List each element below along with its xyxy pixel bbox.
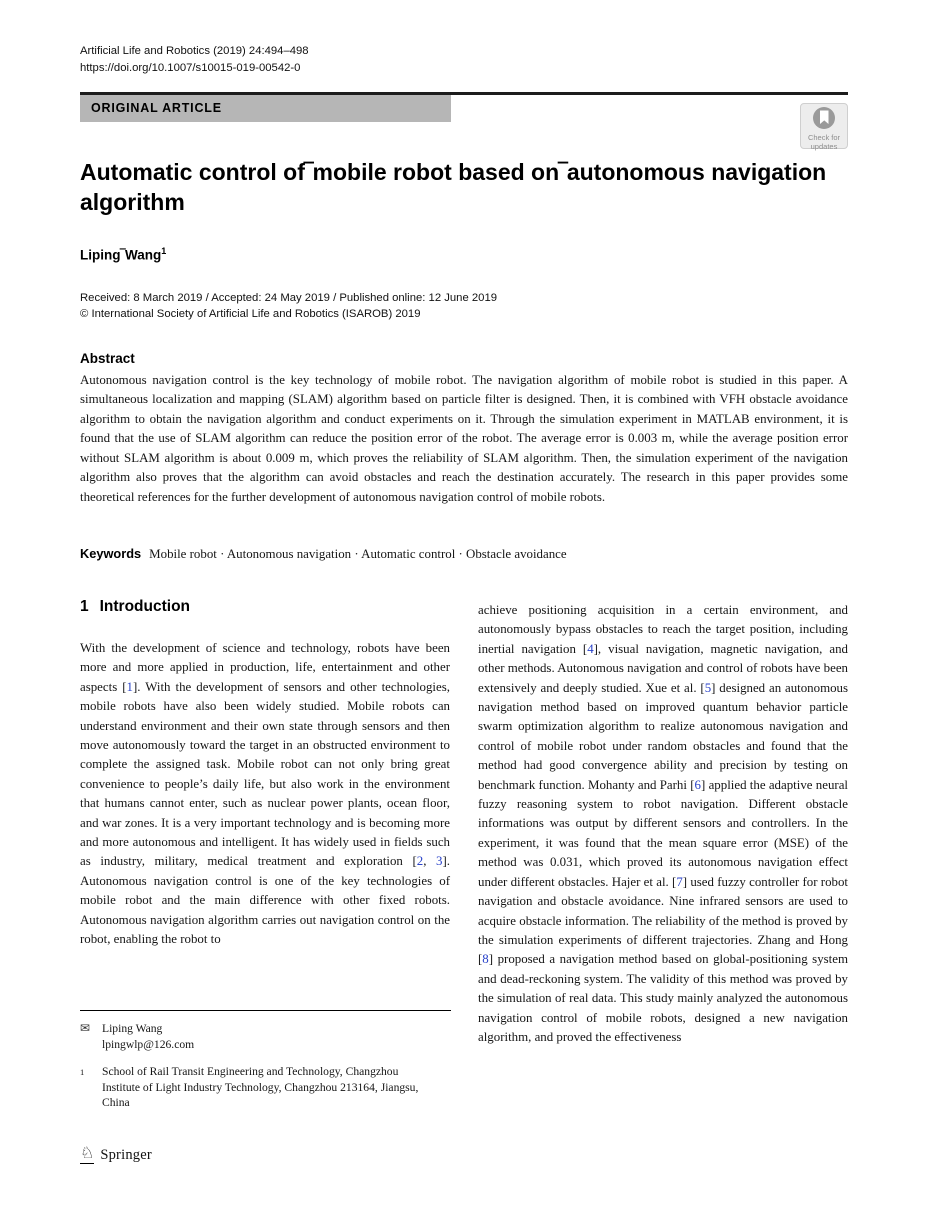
section-number: 1 <box>80 598 89 615</box>
publisher-logo <box>80 1146 152 1164</box>
correspondence-email[interactable]: lpingwlp@126.com <box>102 1037 195 1051</box>
section-1-heading <box>80 598 450 616</box>
badge-label-line1: Check for <box>807 133 841 142</box>
affiliation-text: School of Rail Transit Engineering and Technology, Changzhou Institute of Light Industry Technology, Changzhou 213164, Jiangsu, China <box>102 1065 419 1109</box>
section-title: Introduction <box>99 598 191 615</box>
copyright-line: © International Society of Artificial Life and Robotics (ISAROB) 2019 <box>80 307 421 320</box>
journal-citation-line: Artificial Life and Robotics (2019) 24:494–498 <box>80 45 309 57</box>
keywords-label: Keywords <box>80 546 142 561</box>
publication-dates <box>80 291 497 322</box>
correspondence-row <box>80 1021 451 1037</box>
received-accepted-line: Received: 8 March 2019 / Accepted: 24 May 2019 / Published online: 12 June 2019 <box>80 292 498 304</box>
envelope-icon: ✉ <box>80 1021 91 1035</box>
springer-horse-icon: ♘ <box>80 1145 95 1162</box>
check-for-updates-badge[interactable] <box>800 103 848 149</box>
publisher-name: Springer <box>100 1147 152 1163</box>
article-type-banner: ORIGINAL ARTICLE <box>80 95 451 122</box>
author-affiliation-mark: 1 <box>161 246 167 256</box>
keywords-line <box>80 546 567 562</box>
badge-label-line2: updates <box>810 141 838 151</box>
author-name[interactable]: Liping‾Wang <box>80 247 162 263</box>
crossmark-icon <box>813 107 835 134</box>
intro-paragraph-right: achieve positioning acquisition in a certain environment, and autonomously bypass obstacles to reach the target position, including inertial navigation [4], visual navigation, magnetic navigation, and other methods. Autonomous navigation and control of robots have been extensively and deeply studied. Xue et al. [5] designed an autonomous navigation method based on improved quantum behavior particle swarm optimization algorithm to realize autonomous navigation and control of mobile robot under random obstacles and found that the method had good convergence ability and precision by testing on benchmark function. Mohanty and Parhi [6] applied the adaptive neural fuzzy reasoning system to robot navigation. Different obstacle informations was output by different sensors and controllers. In the experiment, it was found that the mean square error (MSE) of the method was 0.031, which proved its autonomous navigation effect under different obstacles. Hajer et al. [7] used fuzzy controller for robot navigation and obstacle avoidance. Nine infrared sensors are used to acquire obstacle information. The reliability of the method is proved by the simulation experiments of different trajectories. Zhang and Hong [8] proposed a navigation method based on global-positioning system and dead-reckoning system. The validity of this method was proved by the simulation of real data. This study mainly analyzed the autonomous navigation control of mobile robots, designed a new navigation algorithm, and proved the effectiveness <box>478 603 849 1044</box>
abstract-text: Autonomous navigation control is the key technology of mobile robot. The navigation algorithm of mobile robot is studied in this paper. A simultaneous localization and mapping (SLAM) algorithm based on particle filter is designed. Then, it is combined with VFH obstacle avoidance algorithm to obtain the navigation algorithm and conduct experiments on it. Through the simulation experiment in MATLAB environment, it is found that the use of SLAM algorithm can reduce the position error of the robot. The average error is 0.003 m, while the average position error without SLAM algorithm is about 0.009 m, which proves the reliability of SLAM algorithm. Then, the simulation experiment of the navigation algorithm also proves that the algorithm can avoid obstacles and reach the destination accurately. The research in this paper provides some theoretical references for the further development of autonomous navigation control of mobile robots. <box>80 373 848 504</box>
article-title: Automatic control of‾mobile robot based on‾autonomous navigation algorithm <box>80 159 827 215</box>
affiliation-row <box>80 1064 451 1111</box>
doi-link[interactable]: https://doi.org/10.1007/s10015-019-00542-0 <box>80 62 301 74</box>
right-column <box>478 598 848 1133</box>
affiliation-mark: 1 <box>80 1067 85 1077</box>
keywords-text: Mobile robot · Autonomous navigation · Automatic control · Obstacle avoidance <box>149 547 567 561</box>
correspondence-name: Liping Wang <box>102 1022 163 1035</box>
author-line <box>80 246 166 263</box>
intro-paragraph-left: With the development of science and technology, robots have been more and more applied in production, life, entertainment and other aspects [1]. With the development of sensors and other technologies, mobile robots have also been widely studied. Mobile robots can understand environment and their own state through sensors and then move autonomously toward the target in an obstructed environment to complete the assigned task. Mobile robot can not only bring great convenience to people’s daily life, but also work in the environment that humans cannot enter, such as nuclear power plants, ocean floor, and war zones. It is a very important technology and is becoming more and more autonomous and intelligent. It has widely used in fields such as industry, military, medical treatment and exploration [2, 3]. Autonomous navigation control is one of the key technologies of mobile robot and the main difference with other fixed robots. Autonomous navigation algorithm carries out navigation control on the robot, enabling the robot to <box>80 641 450 947</box>
abstract-heading: Abstract <box>80 351 135 366</box>
footnote-block <box>80 1010 451 1111</box>
